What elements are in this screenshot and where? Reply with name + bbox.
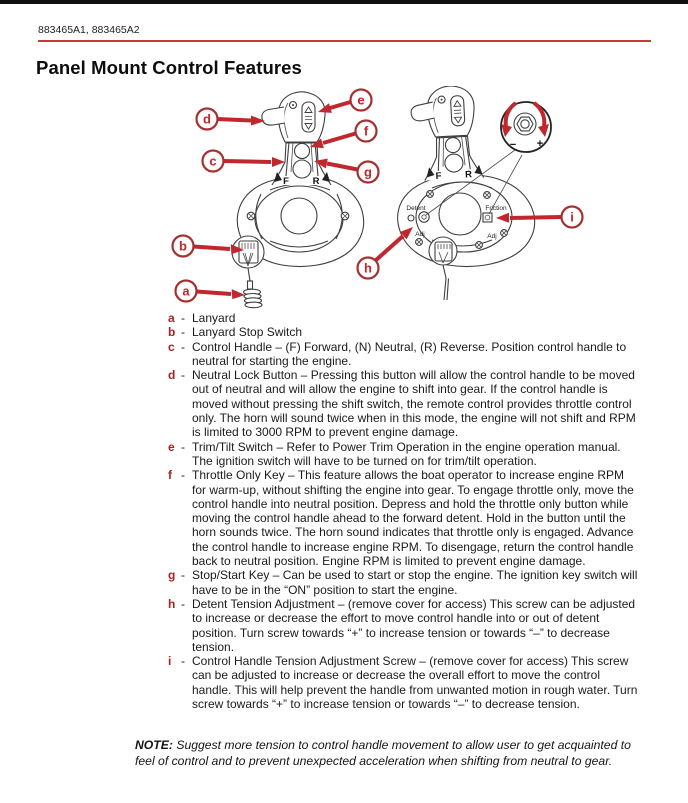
feature-legend	[168, 311, 638, 711]
legend-text: Lanyard Stop Switch	[192, 325, 303, 340]
document-codes: 883465A1, 883465A2	[38, 24, 140, 36]
legend-letter: a	[168, 311, 175, 325]
legend-item-e: e - Trim/Tilt Switch – Refer to Power Trim Operation in the engine operation manual. The ignition switch will have to be turned on for trim/tilt operation.	[168, 440, 638, 469]
friction-label: Friction	[485, 205, 507, 212]
right-control-body	[398, 175, 535, 300]
legend-item-i: i - Control Handle Tension Adjustment Screw – (remove cover for access) This screw can be adjusted to increase or decrease the overall effort to move the control handle. This will help prevent the handle from unwanted motion in rough water. Turn screw towards “+” to increase tension or towards “–” to decrease tension.	[168, 654, 638, 712]
legend-item-g: g - Stop/Start Key – Can be used to start or stop the engine. The ignition key switch will have to be in the “ON” position to start the engine.	[168, 568, 638, 597]
note-label: NOTE:	[135, 738, 173, 752]
legend-item-a: a - Lanyard	[168, 311, 638, 325]
minus-label: −	[509, 139, 517, 151]
callout-b	[173, 236, 245, 257]
detent-adj-label: Adj	[415, 231, 425, 238]
legend-letter: h	[168, 596, 176, 611]
svg-text:e: e	[357, 92, 365, 108]
legend-letter: f	[168, 468, 172, 483]
body-screw-right-icon	[341, 212, 349, 220]
legend-text: Detent Tension Adjustment – (remove cover for access) This screw can be adjusted to increase or decrease the effort to move control handle into or out of detent position. Turn screw towards “+” to increase tension or towards “–” to decrease tension.	[192, 596, 636, 654]
legend-letter: e	[168, 439, 175, 454]
page-title: Panel Mount Control Features	[36, 57, 302, 79]
control-features-illustration	[158, 86, 626, 314]
header-rule	[38, 40, 651, 42]
callout-e	[318, 90, 372, 113]
legend-item-f: f - Throttle Only Key – This feature allows the boat operator to increase engine RPM for warm-up, without shifting the engine into gear. To engage throttle only, move the control handle into neutral position. Depress and hold the throttle only button while moving the control handle ahead to the forward detent. Hold in the button until the horn sounds twice. The horn sound indicates that throttle only is engaged. Advance the control handle to increase engine RPM. To disengage, return the control handle back to neutral position. Engine RPM is limited to prevent engine damage.	[168, 468, 638, 568]
legend-letter: b	[168, 325, 176, 340]
control-features-figure	[158, 86, 626, 314]
legend-text: Trim/Tilt Switch – Refer to Power Trim Operation in the engine operation manual. The ignition switch will have to be turned on for trim/tilt operation.	[192, 439, 621, 468]
page-top-border	[0, 0, 688, 4]
throttle-only-key	[295, 144, 310, 159]
callout-a	[176, 281, 246, 302]
note-paragraph	[135, 738, 643, 769]
legend-letter: g	[168, 568, 176, 583]
forward-label: F	[283, 176, 289, 187]
body-screw-left-icon	[247, 212, 255, 220]
legend-letter: i	[168, 654, 172, 669]
svg-text:d: d	[203, 111, 211, 127]
legend-letter: c	[168, 339, 175, 354]
svg-text:c: c	[209, 153, 217, 169]
svg-text:b: b	[179, 238, 187, 254]
callout-i	[496, 207, 583, 228]
legend-item-b: b - Lanyard Stop Switch	[168, 325, 638, 339]
stop-start-key	[293, 160, 311, 178]
svg-text:g: g	[364, 164, 372, 180]
legend-item-h: h - Detent Tension Adjustment – (remove cover for access) This screw can be adjusted to increase or decrease the effort to move control handle into or out of detent position. Turn screw towards “+” to increase tension or towards “–” to decrease tension.	[168, 597, 638, 654]
lanyard	[244, 268, 263, 308]
legend-letter: d	[168, 368, 176, 383]
legend-text: Throttle Only Key – This feature allows the boat operator to increase engine RPM for warm-up, without shifting the engine into gear. To engage throttle only, move the control handle into neutral position. Depress and hold the throttle only button while moving the control handle ahead to the forward detent. Hold in the button until the horn sounds twice. The horn sound indicates that throttle only is engaged. Advance the control handle to increase engine RPM. To disengage, return the control handle back to neutral position. Engine RPM is limited to prevent engine damage.	[192, 468, 634, 569]
right-lanyard-stop-switch	[429, 237, 457, 300]
friction-adj-label: Adj	[487, 233, 497, 240]
legend-item-c: c - Control Handle – (F) Forward, (N) Neutral, (R) Reverse. Position control handle to neutral for starting the engine.	[168, 340, 638, 369]
callout-d	[197, 109, 266, 130]
legend-item-d: d - Neutral Lock Button – Pressing this button will allow the control handle to be moved out of neutral and will allow the engine to shift into gear. If the control handle is moved without pressing the shift switch, the remote control provides throttle control only. The horn will sound twice when in this mode, the engine will not shift and RPM is limited to 3000 RPM to prevent engine damage.	[168, 368, 638, 439]
legend-text: Lanyard	[192, 311, 236, 325]
detent-label: Detent	[406, 205, 426, 212]
callout-c	[203, 151, 286, 172]
neutral-lock-button	[262, 107, 285, 125]
svg-text:h: h	[364, 260, 372, 276]
plus-label: +	[536, 138, 544, 150]
svg-text:a: a	[182, 283, 190, 299]
callout-h	[358, 227, 414, 279]
legend-text: Stop/Start Key – Can be used to start or stop the engine. The ignition key switch will have to be in the “ON” position to start the engine.	[192, 568, 638, 597]
right-control-handle	[410, 86, 484, 183]
svg-text:f: f	[363, 123, 369, 139]
legend-text: Control Handle Tension Adjustment Screw – (remove cover for access) This screw can be adjusted to increase or decrease the overall effort to move the control handle. This will help prevent the handle from unwanted motion in rough water. Turn screw towards “+” to increase tension or towards “–” to decrease tension.	[192, 654, 638, 712]
svg-text:i: i	[570, 209, 574, 225]
trim-tilt-switch	[302, 102, 315, 132]
note-text: Suggest more tension to control handle movement to allow user to get acquainted to feel of control and to prevent unexpected acceleration when shifting from neutral to gear.	[135, 738, 631, 768]
reverse-label: R	[312, 176, 320, 187]
legend-text: Neutral Lock Button – Pressing this button will allow the control handle to be moved out of neutral and will allow the engine to shift into gear. If the control handle is moved without pressing the shift switch, the remote control provides throttle control only. The horn will sound twice when in this mode, the engine will not shift and RPM is limited to 3000 RPM to prevent engine damage.	[192, 368, 636, 440]
legend-text: Control Handle – (F) Forward, (N) Neutral, (R) Reverse. Position control handle to neutral for starting the engine.	[192, 339, 627, 368]
